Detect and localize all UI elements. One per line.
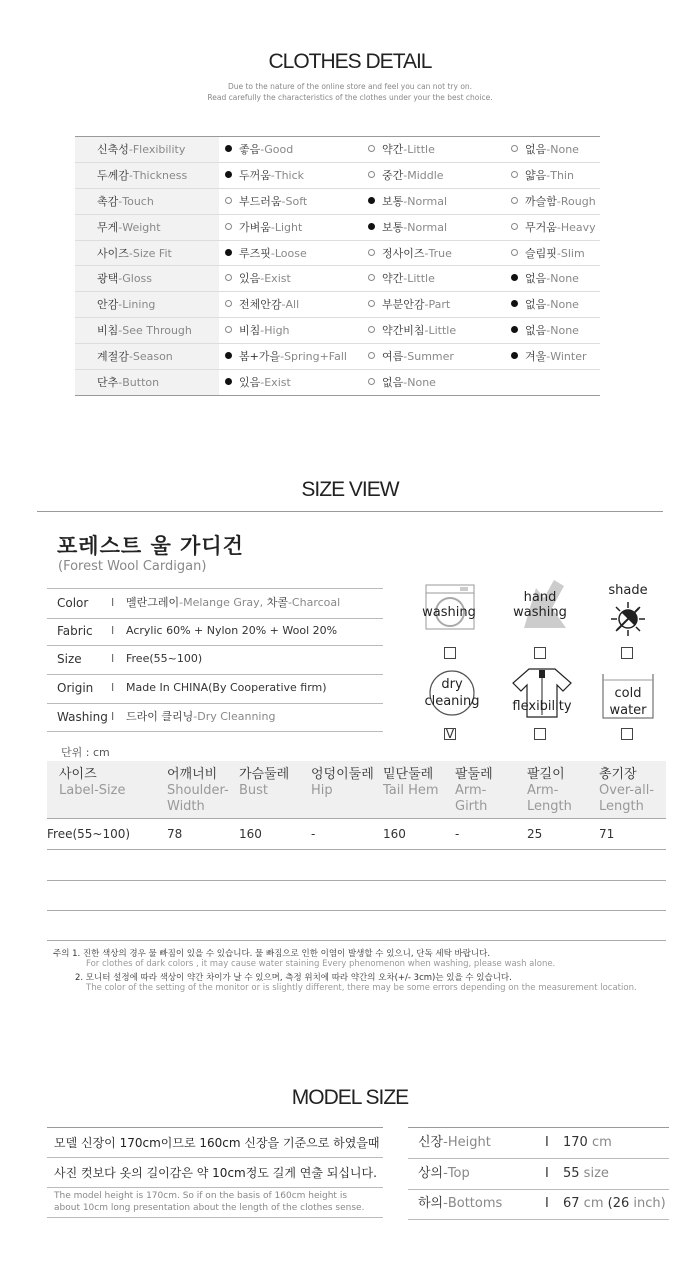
option-ko: 있음 — [239, 272, 261, 286]
option-ko: 부분안감 — [382, 298, 425, 312]
detail-row — [75, 163, 600, 189]
option-ko: 두꺼움 — [239, 168, 271, 182]
sun-shade-icon — [609, 600, 647, 638]
unselected-dot-icon — [225, 300, 232, 307]
shade-label: shade — [608, 583, 648, 598]
detail-label-en: -Lining — [118, 298, 156, 312]
option-ko: 전체안감 — [239, 298, 282, 312]
detail-option — [511, 318, 579, 343]
option-en: -Spring+Fall — [280, 350, 347, 364]
option-en: -Normal — [403, 220, 448, 234]
option-en: -Light — [270, 220, 303, 234]
detail-subtitle-1: Due to the nature of the online store and feel you can not try on. — [227, 82, 473, 91]
cold-water-checkbox — [621, 728, 633, 740]
model-value-num: 55 — [563, 1165, 580, 1181]
unselected-dot-icon — [368, 352, 375, 359]
info-row — [47, 617, 383, 647]
table-cell: - — [311, 827, 316, 841]
option-en: -Rough — [556, 194, 596, 208]
unselected-dot-icon — [225, 197, 232, 204]
detail-label-en: -Button — [118, 376, 160, 390]
separator: I — [111, 652, 115, 666]
column-header-ko: 사이즈 — [59, 767, 97, 782]
detail-label — [75, 266, 219, 291]
option-ko: 겨울 — [525, 350, 547, 364]
selected-dot-icon — [225, 171, 232, 178]
option-en: -Heavy — [556, 220, 596, 234]
unselected-dot-icon — [368, 145, 375, 152]
model-key-ko: 상의 — [418, 1165, 444, 1181]
info-row — [47, 588, 383, 619]
selected-dot-icon — [511, 326, 518, 333]
column-header — [167, 767, 229, 815]
option-en: -None — [403, 376, 436, 390]
model-size-row — [408, 1159, 669, 1190]
option-en: -Loose — [270, 246, 307, 260]
detail-row — [75, 215, 600, 241]
detail-label-ko: 비침 — [97, 324, 119, 338]
option-ko: 없음 — [525, 143, 547, 156]
info-key: Washing — [57, 709, 108, 724]
detail-option — [511, 266, 579, 291]
divider — [37, 511, 663, 512]
info-row — [47, 674, 383, 704]
note-2-en: The color of the setting of the monitor or is slightly different, there may be some errors depending on the measurement location. — [86, 983, 637, 993]
model-value-num: 67 — [563, 1196, 580, 1211]
detail-option — [511, 292, 579, 317]
product-name: 포레스트 울 가디건 — [57, 534, 244, 558]
option-ko: 까슬함 — [525, 194, 557, 208]
column-header-en: Arm- Length — [527, 783, 572, 814]
column-header-ko: 가슴둘레 — [239, 767, 290, 782]
dry-cleaning-label: dry cleaning — [424, 677, 480, 709]
option-en: -None — [546, 324, 579, 338]
column-header-en: Hip — [311, 783, 333, 798]
cold-water-label: cold water — [609, 686, 647, 718]
info-value — [126, 589, 340, 617]
unselected-dot-icon — [368, 249, 375, 256]
detail-option — [225, 292, 299, 317]
option-en: -Exist — [260, 376, 291, 390]
detail-row — [75, 266, 600, 292]
column-header — [455, 767, 493, 815]
option-ko: 여름 — [382, 350, 404, 364]
detail-option — [368, 292, 450, 317]
model-value-unit: cm — [579, 1196, 608, 1211]
detail-label-ko: 신축성 — [97, 143, 129, 156]
unselected-dot-icon — [511, 197, 518, 204]
unselected-dot-icon — [511, 145, 518, 152]
model-value-unit: size — [579, 1165, 609, 1181]
model-size-title: MODEL SIZE — [291, 1086, 409, 1109]
model-desc-line-1: 모델 신장이 170cm이므로 160cm 신장을 기준으로 하였을때 — [47, 1128, 383, 1158]
option-ko: 없음 — [525, 298, 547, 312]
value-en: -Dry Cleanning — [193, 709, 276, 723]
detail-option — [368, 266, 435, 291]
size-table-header — [47, 761, 666, 819]
option-en: -Good — [260, 143, 294, 156]
model-value — [563, 1189, 666, 1219]
info-key: Color — [57, 596, 89, 610]
detail-label-ko: 두께감 — [97, 168, 129, 182]
selected-dot-icon — [511, 274, 518, 281]
selected-dot-icon — [368, 197, 375, 204]
option-en: -Normal — [403, 194, 448, 208]
option-ko: 없음 — [525, 272, 547, 286]
detail-row — [75, 292, 600, 318]
info-value: Acrylic 60% + Nylon 20% + Wool 20% — [126, 623, 338, 637]
table-cell: - — [455, 827, 460, 841]
detail-label — [75, 318, 219, 343]
detail-label-en: -Thickness — [128, 168, 188, 182]
shade-checkbox — [621, 647, 633, 659]
detail-label — [75, 163, 219, 188]
table-row — [47, 819, 666, 850]
table-row-empty — [47, 880, 666, 911]
info-row — [47, 703, 383, 733]
separator: I — [111, 596, 115, 609]
value-en: -Melange Gray, — [179, 596, 267, 609]
option-ko: 부드러움 — [239, 194, 282, 208]
detail-option — [225, 266, 291, 291]
option-ko: 약간비침 — [382, 324, 425, 338]
detail-label — [75, 137, 219, 162]
detail-label-en: -Season — [128, 350, 173, 364]
selected-dot-icon — [225, 378, 232, 385]
clothes-detail-table — [75, 136, 600, 396]
note-2: 2. 모니터 설정에 따라 색상이 약간 차이가 날 수 있으며, 측정 위치에 따라 약간의 오차(+/- 3cm)는 있을 수 있습니다. — [75, 973, 512, 983]
model-size-row — [408, 1128, 669, 1159]
column-header-ko: 총기장 — [599, 767, 637, 782]
column-header — [239, 767, 289, 799]
option-ko: 약간 — [382, 272, 404, 286]
option-ko: 비침 — [239, 324, 261, 338]
detail-label-ko: 촉감 — [97, 194, 119, 208]
flexibility-checkbox — [534, 728, 546, 740]
unselected-dot-icon — [511, 223, 518, 230]
selected-dot-icon — [225, 145, 232, 152]
detail-label-en: -Gloss — [118, 272, 153, 286]
table-cell: 25 — [527, 827, 543, 841]
separator: I — [545, 1135, 549, 1150]
model-key-ko: 신장 — [418, 1135, 444, 1150]
unselected-dot-icon — [368, 274, 375, 281]
column-header-ko: 팔둘레 — [455, 767, 493, 782]
value-ko: 드라이 클리닝 — [126, 709, 194, 723]
dry-cleaning-checkbox-checked: V — [445, 727, 455, 741]
column-header — [599, 767, 654, 815]
option-ko: 보통 — [382, 220, 404, 234]
model-value — [563, 1159, 609, 1189]
flexibility-label: flexibility — [512, 699, 572, 714]
option-ko: 슬림핏 — [525, 246, 557, 260]
option-ko: 가벼움 — [239, 220, 271, 234]
detail-option — [511, 189, 596, 214]
column-header-en: Arm- Girth — [455, 783, 488, 814]
info-key: Origin — [57, 681, 94, 696]
separator: I — [111, 681, 115, 695]
table-cell: 71 — [599, 827, 615, 841]
detail-option — [225, 241, 307, 266]
model-key — [418, 1128, 491, 1158]
column-header-ko: 팔길이 — [527, 767, 565, 782]
model-size-row — [408, 1189, 669, 1220]
option-en: -Middle — [403, 168, 444, 182]
detail-label — [75, 241, 219, 266]
option-ko: 무거움 — [525, 220, 557, 234]
option-en: -Part — [424, 298, 451, 312]
unselected-dot-icon — [225, 223, 232, 230]
product-name-en: (Forest Wool Cardigan) — [58, 559, 207, 574]
selected-dot-icon — [511, 300, 518, 307]
unit-label: 단위 : cm — [61, 746, 110, 759]
detail-label — [75, 292, 219, 317]
detail-label-en: -Touch — [118, 194, 154, 208]
option-en: -Slim — [556, 246, 585, 260]
table-cell: Free(55~100) — [47, 827, 131, 841]
detail-label-en: -See Through — [118, 324, 192, 338]
selected-dot-icon — [368, 223, 375, 230]
detail-option — [368, 137, 435, 162]
detail-label — [75, 215, 219, 240]
table-row-empty — [47, 910, 666, 941]
option-en: -Little — [424, 324, 457, 338]
detail-label-ko: 단추 — [97, 376, 119, 390]
column-header-en: Tail Hem — [383, 783, 439, 798]
detail-option — [368, 189, 447, 214]
detail-option — [225, 370, 291, 395]
option-ko: 보통 — [382, 194, 404, 208]
detail-label — [75, 189, 219, 214]
option-ko: 있음 — [239, 376, 261, 390]
info-value: Made In CHINA(By Cooperative firm) — [126, 681, 327, 695]
model-key — [418, 1189, 502, 1219]
unselected-dot-icon — [368, 326, 375, 333]
detail-option — [511, 163, 574, 188]
washing-label: washing — [422, 605, 476, 620]
detail-label — [75, 344, 219, 369]
clothes-detail-title: CLOTHES DETAIL — [268, 50, 432, 73]
model-value-num: 170 — [563, 1135, 588, 1150]
unselected-dot-icon — [225, 326, 232, 333]
detail-label-en: -Size Fit — [128, 246, 172, 260]
value-ko: 차콜 — [266, 596, 288, 609]
info-value: Free(55~100) — [126, 652, 203, 666]
model-key-en: -Height — [443, 1135, 491, 1150]
unselected-dot-icon — [368, 171, 375, 178]
option-ko: 얇음 — [525, 168, 547, 182]
detail-option — [225, 215, 302, 240]
detail-option — [368, 370, 436, 395]
column-header-en: Over-all- Length — [599, 783, 655, 814]
detail-label-ko: 안감 — [97, 298, 119, 312]
separator: I — [111, 709, 115, 723]
detail-row — [75, 370, 600, 395]
detail-label — [75, 370, 219, 395]
detail-row — [75, 137, 600, 163]
option-en: -None — [546, 298, 579, 312]
selected-dot-icon — [225, 352, 232, 359]
column-header — [383, 767, 439, 799]
table-cell: 160 — [383, 827, 406, 841]
detail-option — [225, 163, 304, 188]
option-en: -True — [424, 246, 452, 260]
detail-label-ko: 광택 — [97, 272, 119, 286]
unselected-dot-icon — [368, 378, 375, 385]
model-key-en: -Top — [443, 1165, 470, 1181]
model-desc-line-2: 사진 컷보다 옷의 길이감은 약 10cm정도 길게 연출 되십니다. — [47, 1159, 383, 1188]
detail-option — [368, 215, 447, 240]
detail-option — [368, 318, 456, 343]
option-ko: 약간 — [382, 143, 404, 156]
detail-option — [511, 241, 585, 266]
detail-label-ko: 계절감 — [97, 350, 129, 364]
selected-dot-icon — [225, 249, 232, 256]
option-ko: 없음 — [382, 376, 404, 390]
option-en: -Soft — [281, 194, 308, 208]
info-key: Fabric — [57, 623, 93, 638]
column-header — [311, 767, 374, 799]
table-cell: 160 — [239, 827, 262, 841]
detail-option — [511, 215, 596, 240]
selected-dot-icon — [511, 352, 518, 359]
column-header-en: Label-Size — [59, 783, 126, 798]
column-header-en: Bust — [239, 783, 269, 798]
option-en: -Thin — [546, 168, 574, 182]
model-desc-en: The model height is 170cm. So if on the basis of 160cm height is about 10cm long presentation about the length of the clothes sense. — [47, 1188, 383, 1218]
model-key — [418, 1159, 470, 1189]
model-key-ko: 하의 — [418, 1196, 444, 1211]
separator: I — [545, 1165, 549, 1181]
option-en: -All — [281, 298, 300, 312]
option-en: -Exist — [260, 272, 291, 286]
option-en: -Thick — [270, 168, 305, 182]
option-en: -High — [260, 324, 290, 338]
detail-row — [75, 318, 600, 344]
note-1-en: For clothes of dark colors , it may cause water staining Every phenomenon when washing, please wash alone. — [86, 959, 556, 969]
detail-option — [511, 344, 587, 369]
model-value-unit: inch) — [629, 1196, 666, 1211]
option-en: -Winter — [546, 350, 587, 364]
column-header-ko: 어깨너비 — [167, 767, 218, 782]
option-en: -None — [546, 143, 579, 156]
option-en: -Little — [403, 143, 435, 156]
detail-option — [368, 241, 452, 266]
detail-label-ko: 사이즈 — [97, 246, 129, 260]
column-header-ko: 밑단둘레 — [383, 767, 434, 782]
info-row — [47, 645, 383, 675]
info-value — [126, 703, 275, 731]
detail-label-en: -Weight — [118, 220, 161, 234]
option-ko: 봄+가을 — [239, 350, 281, 364]
detail-label-ko: 무게 — [97, 220, 119, 234]
detail-row — [75, 189, 600, 215]
hand-washing-label: hand washing — [513, 590, 567, 620]
detail-option — [225, 318, 290, 343]
detail-option — [368, 163, 444, 188]
separator: I — [545, 1196, 549, 1211]
column-header-ko: 엉덩이둘레 — [311, 767, 374, 782]
model-value — [563, 1128, 612, 1158]
option-ko: 좋음 — [239, 143, 261, 156]
detail-option — [225, 344, 347, 369]
unselected-dot-icon — [511, 249, 518, 256]
table-row-empty — [47, 850, 666, 881]
size-view-title: SIZE VIEW — [301, 478, 399, 501]
hand-washing-checkbox — [534, 647, 546, 659]
model-value-num: (26 — [607, 1196, 630, 1211]
note-1: 주의 1. 진한 색상의 경우 물 빠짐이 있을 수 있습니다. 물 빠짐으로 인한 이염이 발생할 수 있으니, 단독 세탁 바랍니다. — [53, 949, 491, 959]
unselected-dot-icon — [368, 300, 375, 307]
column-header-en: Shoulder- Width — [167, 783, 229, 814]
detail-subtitle-2: Read carefully the characteristics of the clothes under your the best choice. — [207, 93, 493, 102]
separator: I — [111, 623, 115, 637]
column-header — [59, 767, 125, 799]
option-ko: 중간 — [382, 168, 404, 182]
detail-label-en: -Flexibility — [128, 143, 186, 156]
info-key: Size — [57, 652, 82, 667]
option-ko: 없음 — [525, 324, 547, 338]
table-cell: 78 — [167, 827, 183, 841]
detail-option — [225, 189, 307, 214]
option-en: -None — [546, 272, 579, 286]
option-ko: 루즈핏 — [239, 246, 271, 260]
option-en: -Little — [403, 272, 435, 286]
unselected-dot-icon — [511, 171, 518, 178]
value-en: -Charcoal — [287, 596, 341, 609]
detail-option — [225, 137, 293, 162]
model-value-unit: cm — [587, 1135, 612, 1150]
value-ko: 멜란그레이 — [126, 596, 180, 609]
detail-row — [75, 241, 600, 267]
option-en: -Summer — [403, 350, 454, 364]
detail-option — [368, 344, 454, 369]
option-ko: 정사이즈 — [382, 246, 425, 260]
model-key-en: -Bottoms — [443, 1196, 503, 1211]
washing-checkbox — [444, 647, 456, 659]
column-header — [527, 767, 572, 815]
detail-option — [511, 137, 579, 162]
detail-row — [75, 344, 600, 370]
unselected-dot-icon — [225, 274, 232, 281]
